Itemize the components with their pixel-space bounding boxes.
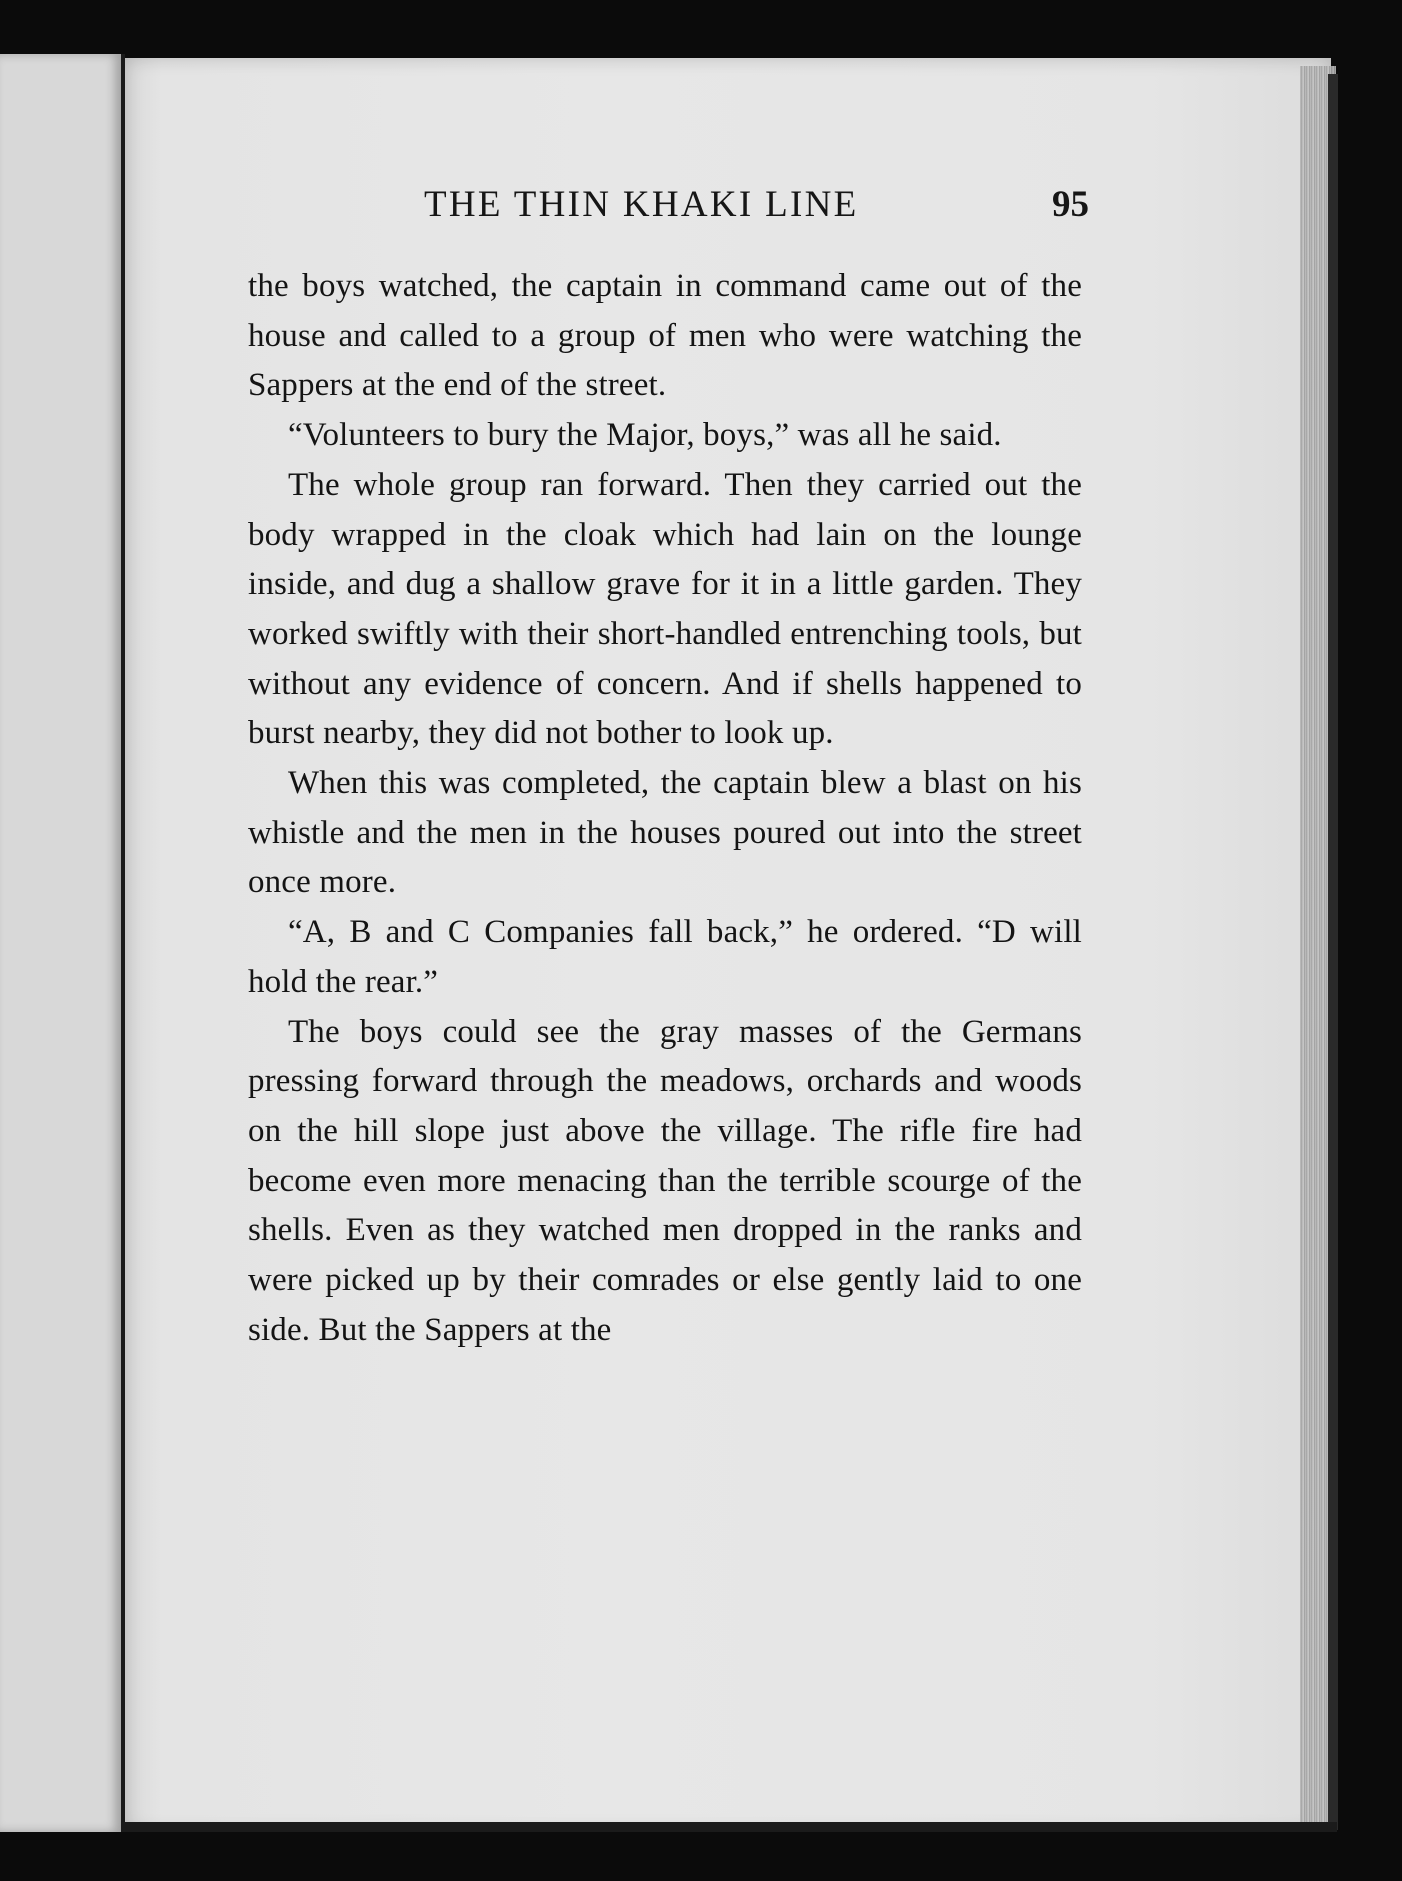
paragraph-6: The boys could see the gray masses of the Germans pressing forward through the meadows, orchards and woods on the hill slope just above the village. The rifle fire had become even more menacing than the terrible scourge of the shells. Even as they watched men dropped in the ranks and were picked up by their comrades or else gently laid to one side. But the Sappers at the [248,1013,1082,1348]
paragraph-2: “Volunteers to bury the Major, boys,” was all he said. [288,417,1002,454]
running-title: THE THIN KHAKI LINE [424,184,859,225]
bottom-page-shadow [121,1822,1337,1832]
book-text [248,262,1082,1355]
paragraph-3: The whole group ran forward. Then they carried out the body wrapped in the cloak which had lain on the lounge inside, and dug a shallow grave for it in a little garden. They worked swiftly with their short-handled entrenching tools, but without any evidence of concern. And if shells happened to burst nearby, they did not bother to look up. [248,466,1082,752]
running-header [424,183,1089,233]
page-edge-shadow [1328,74,1338,1830]
paragraph-1: the boys watched, the captain in command came out of the house and called to a group of men who were watching the Sappers at the end of the street. [248,268,1082,404]
paragraph-4: When this was completed, the captain blew a blast on his whistle and the men in the houses poured out into the street once more. [248,765,1082,901]
page-number: 95 [1052,184,1089,225]
left-page-edge [0,54,125,1832]
paragraph-5: “A, B and C Companies fall back,” he ordered. “D will hold the rear.” [248,914,1082,1000]
